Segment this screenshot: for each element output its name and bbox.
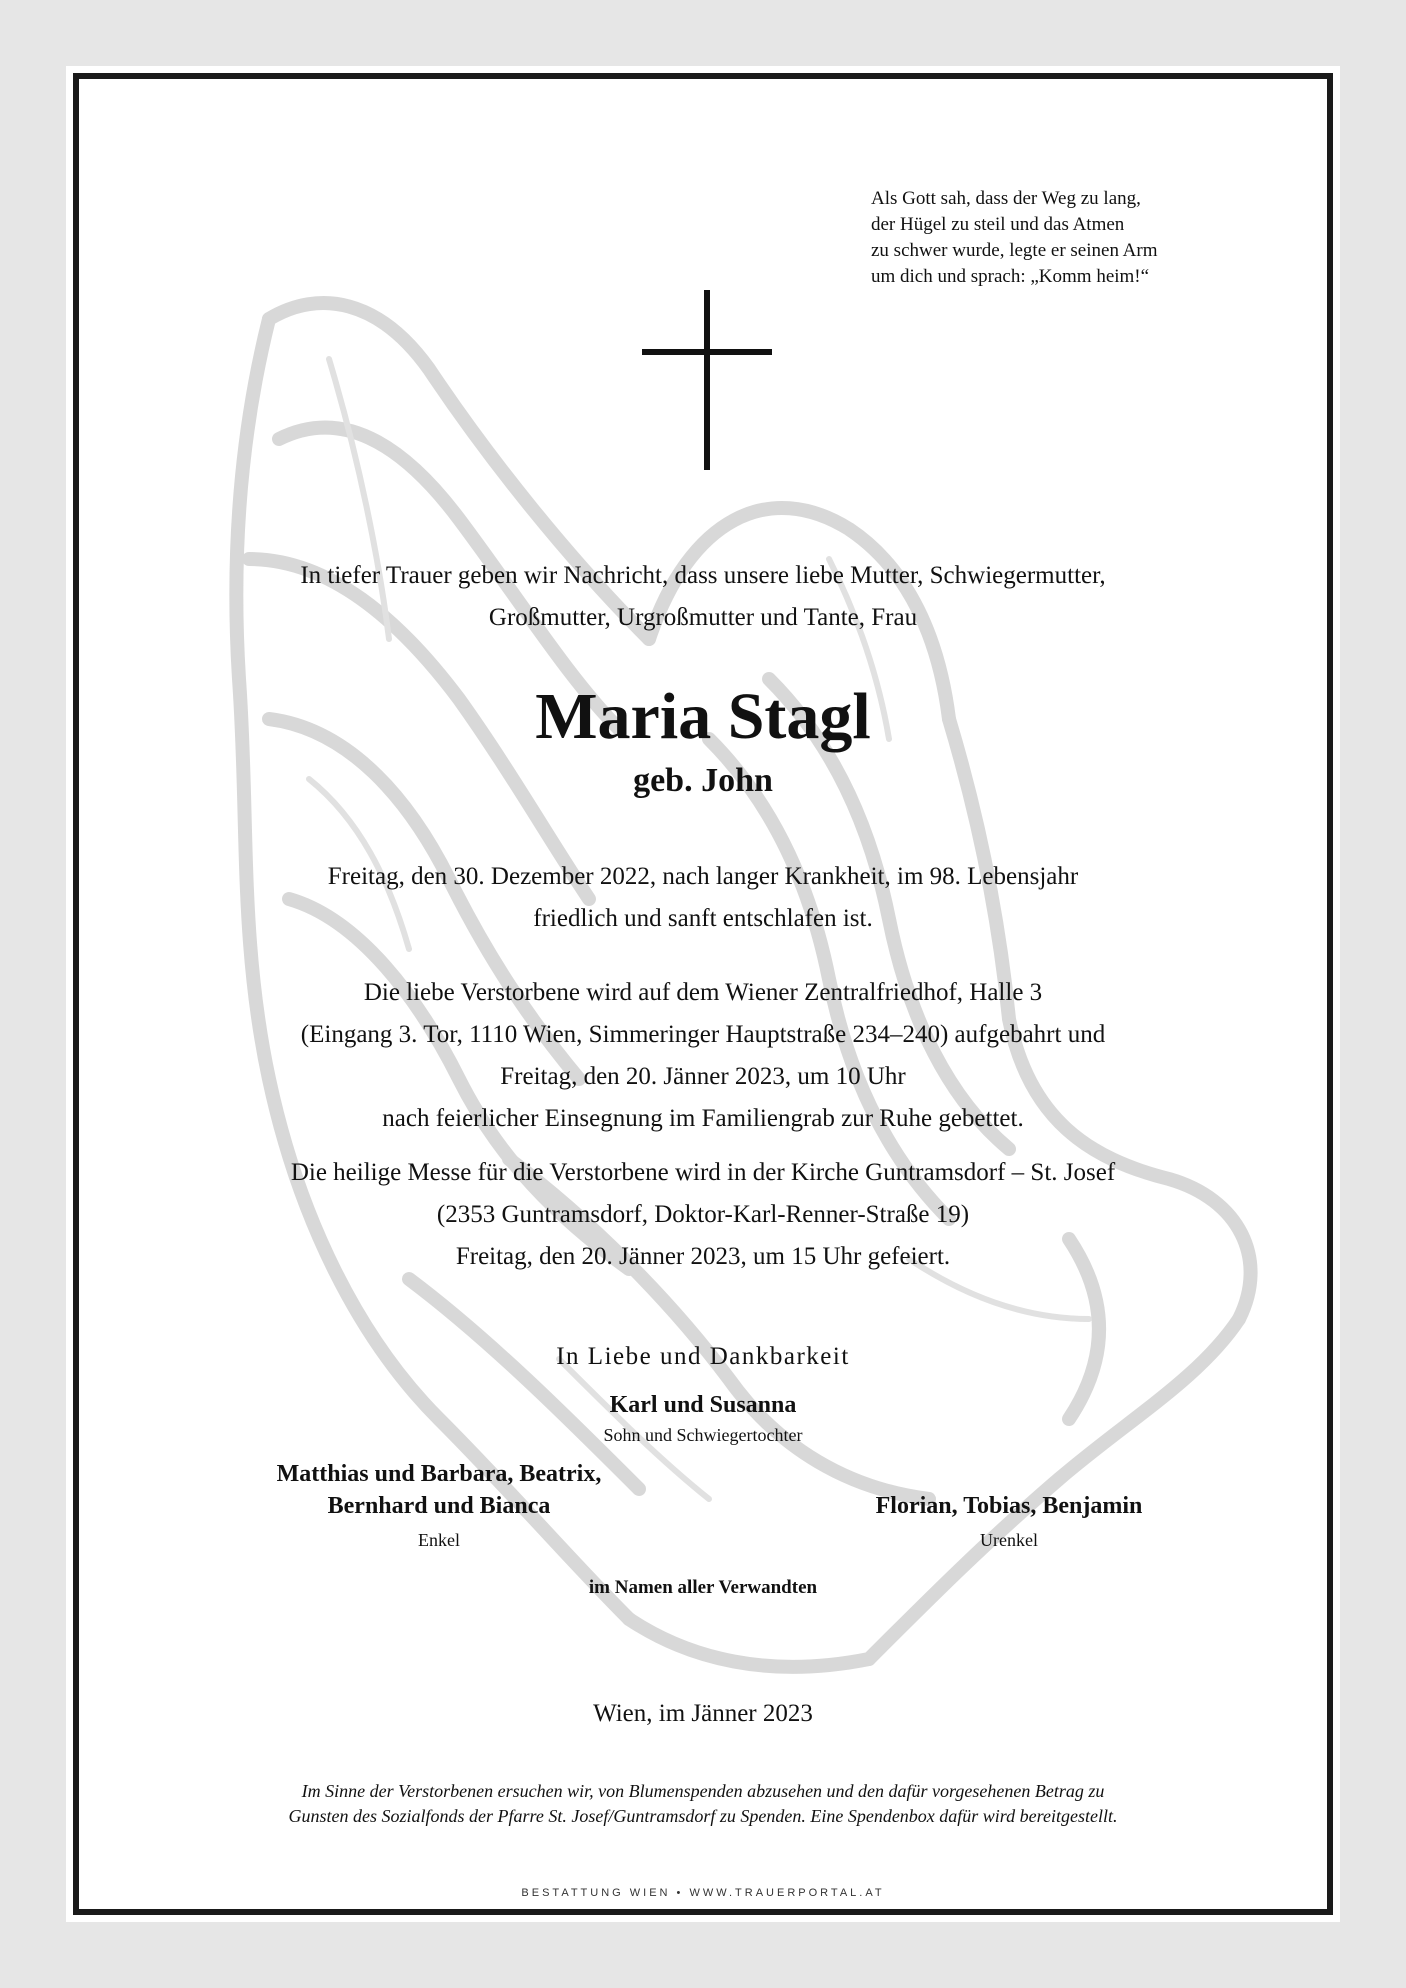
mass-line: Die heilige Messe für die Verstorbene wird in der Kirche Guntramsdorf – St. Josef	[290, 1159, 1116, 1186]
mass-line: Freitag, den 20. Jänner 2023, um 15 Uhr gefeiert.	[455, 1243, 951, 1270]
grandchildren-line: Matthias und Barbara, Beatrix,	[276, 1461, 602, 1487]
poem-line: der Hügel zu steil und das Atmen	[871, 214, 1125, 235]
passing-line: Freitag, den 30. Dezember 2022, nach langer Krankheit, im 98. Lebensjahr	[327, 863, 1079, 890]
obituary-sheet	[66, 66, 1340, 1922]
grandchildren-role: Enkel	[418, 1530, 460, 1550]
grandchildren-names	[229, 1458, 649, 1522]
place-date: Wien, im Jänner 2023	[593, 1700, 813, 1727]
mass-paragraph	[79, 1152, 1327, 1278]
son-role: Sohn und Schwiegertochter	[603, 1425, 803, 1445]
son-names: Karl und Susanna	[609, 1392, 797, 1418]
donation-note	[79, 1779, 1327, 1829]
deceased-name: Maria Stagl	[535, 680, 871, 753]
obituary-frame	[73, 73, 1333, 1915]
passing-line: friedlich und sanft entschlafen ist.	[533, 905, 873, 932]
greatgrandchildren-names: Florian, Tobias, Benjamin	[875, 1493, 1143, 1519]
cross-icon	[642, 290, 772, 470]
intro-text	[79, 555, 1327, 639]
poem-quote	[871, 186, 1157, 290]
funeral-line: Die liebe Verstorbene wird auf dem Wiener Zentralfriedhof, Halle 3	[363, 979, 1043, 1006]
deceased-maiden-name: geb. John	[633, 762, 773, 799]
mass-line: (2353 Guntramsdorf, Doktor-Karl-Renner-Straße 19)	[436, 1201, 970, 1228]
funeral-line: nach feierlicher Einsegnung im Familiengrab zur Ruhe gebettet.	[382, 1105, 1024, 1132]
poem-line: Als Gott sah, dass der Weg zu lang,	[871, 188, 1141, 209]
funeral-line: Freitag, den 20. Jänner 2023, um 10 Uhr	[500, 1063, 906, 1090]
intro-line: Großmutter, Urgroßmutter und Tante, Frau	[488, 604, 918, 631]
note-line: Gunsten des Sozialfonds der Pfarre St. Josef/Guntramsdorf zu Spenden. Eine Spendenbox dafür wird bereitgestellt.	[288, 1806, 1118, 1826]
footer-credit: BESTATTUNG WIEN • WWW.TRAUERPORTAL.AT	[521, 1887, 885, 1899]
greatgrandchildren-block	[799, 1490, 1219, 1552]
passing-paragraph	[79, 856, 1327, 940]
relatives-line: im Namen aller Verwandten	[588, 1577, 818, 1598]
grandchildren-block	[229, 1458, 649, 1552]
note-line: Im Sinne der Verstorbenen ersuchen wir, von Blumenspenden abzusehen und den dafür vorgesehenen Betrag zu	[301, 1781, 1105, 1801]
funeral-line: (Eingang 3. Tor, 1110 Wien, Simmeringer Hauptstraße 234–240) aufgebahrt und	[300, 1021, 1106, 1048]
funeral-paragraph	[79, 972, 1327, 1140]
poem-line: zu schwer wurde, legte er seinen Arm	[871, 240, 1158, 261]
greatgrandchildren-role: Urenkel	[980, 1530, 1038, 1550]
grandchildren-line: Bernhard und Bianca	[327, 1493, 551, 1519]
intro-line: In tiefer Trauer geben wir Nachricht, dass unsere liebe Mutter, Schwiegermutter,	[300, 562, 1106, 589]
closing-phrase: In Liebe und Dankbarkeit	[556, 1343, 850, 1370]
poem-line: um dich und sprach: „Komm heim!“	[871, 266, 1150, 287]
